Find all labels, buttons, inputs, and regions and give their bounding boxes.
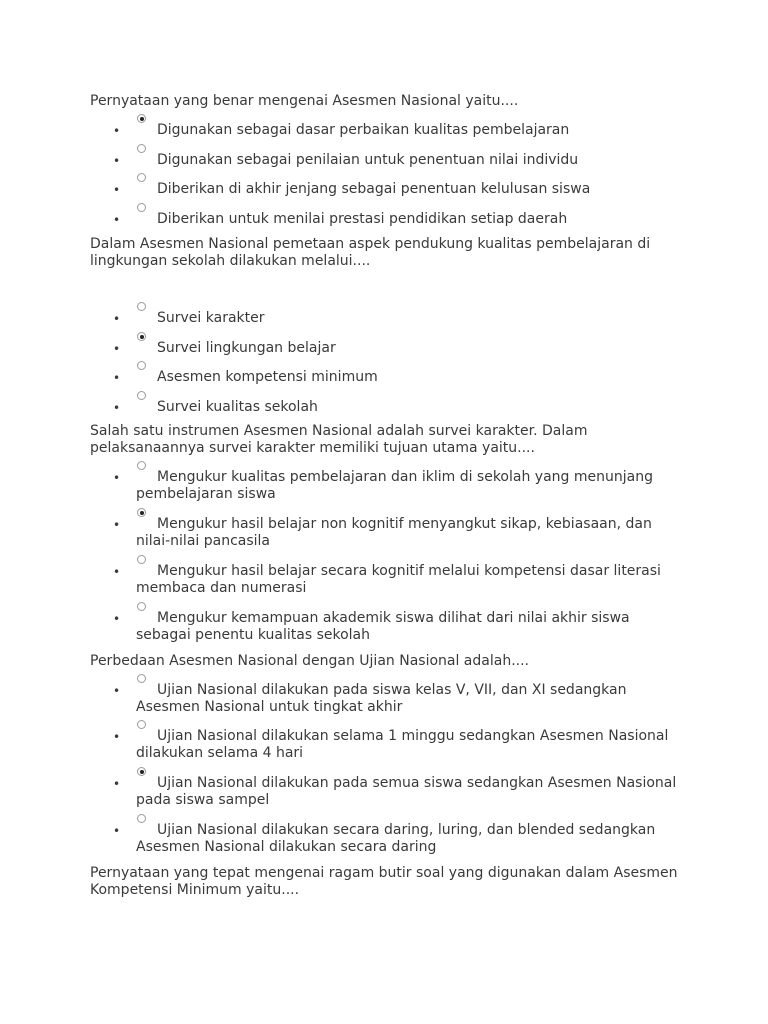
option-label: Mengukur hasil belajar secara kognitif melalui kompetensi dasar literasi membaca dan numerasi (136, 563, 661, 596)
bullet-icon: • (113, 471, 121, 485)
bullet-icon: • (113, 124, 121, 138)
option-label: Ujian Nasional dilakukan secara daring, luring, dan blended sedangkan Asesmen Nasional dilakukan secara daring (136, 822, 656, 855)
bullet-icon: • (113, 183, 121, 197)
bullet-icon: • (113, 684, 121, 698)
question-1-text: Pernyataan yang benar mengenai Asesmen Nasional yaitu.... (90, 93, 519, 109)
option-label: Mengukur kualitas pembelajaran dan iklim di sekolah yang menunjang pembelajaran siswa (136, 469, 653, 502)
option-label: Survei karakter (157, 310, 265, 326)
option-label: Ujian Nasional dilakukan pada siswa kelas V, VII, dan XI sedangkan Asesmen Nasional untuk tingkat akhir (136, 682, 627, 715)
question-2-text: Dalam Asesmen Nasional pemetaan aspek pendukung kualitas pembelajaran di lingkungan sekolah dilakukan melalui.... (90, 236, 651, 269)
option-label: Digunakan sebagai dasar perbaikan kualitas pembelajaran (157, 122, 570, 138)
question-5-text: Pernyataan yang tepat mengenai ragam butir soal yang digunakan dalam Asesmen Kompetensi Minimum yaitu.... (90, 865, 678, 898)
question-4-text: Perbedaan Asesmen Nasional dengan Ujian Nasional adalah.... (90, 653, 529, 669)
bullet-icon: • (113, 342, 121, 356)
bullet-icon: • (113, 824, 121, 838)
bullet-icon: • (113, 518, 121, 532)
option-label: Ujian Nasional dilakukan selama 1 minggu sedangkan Asesmen Nasional dilakukan selama 4 hari (136, 728, 669, 761)
bullet-icon: • (113, 312, 121, 326)
option-label: Survei kualitas sekolah (157, 399, 318, 415)
bullet-icon: • (113, 565, 121, 579)
option-label: Mengukur hasil belajar non kognitif menyangkut sikap, kebiasaan, dan nilai-nilai pancasila (136, 516, 652, 549)
bullet-icon: • (113, 612, 121, 626)
option-label: Asesmen kompetensi minimum (157, 369, 378, 385)
bullet-icon: • (113, 213, 121, 227)
bullet-icon: • (113, 371, 121, 385)
bullet-icon: • (113, 777, 121, 791)
option-label: Diberikan di akhir jenjang sebagai penentuan kelulusan siswa (157, 181, 591, 197)
option-label: Diberikan untuk menilai prestasi pendidikan setiap daerah (157, 211, 568, 227)
bullet-icon: • (113, 154, 121, 168)
bullet-icon: • (113, 401, 121, 415)
question-3-text: Salah satu instrumen Asesmen Nasional adalah survei karakter. Dalam pelaksanaannya survei karakter memiliki tujuan utama yaitu.... (90, 423, 588, 456)
option-label: Digunakan sebagai penilaian untuk penentuan nilai individu (157, 152, 579, 168)
option-label: Survei lingkungan belajar (157, 340, 336, 356)
option-label: Mengukur kemampuan akademik siswa dilihat dari nilai akhir siswa sebagai penentu kualitas sekolah (136, 610, 630, 643)
bullet-icon: • (113, 730, 121, 744)
option-label: Ujian Nasional dilakukan pada semua siswa sedangkan Asesmen Nasional pada siswa sampel (136, 775, 677, 808)
